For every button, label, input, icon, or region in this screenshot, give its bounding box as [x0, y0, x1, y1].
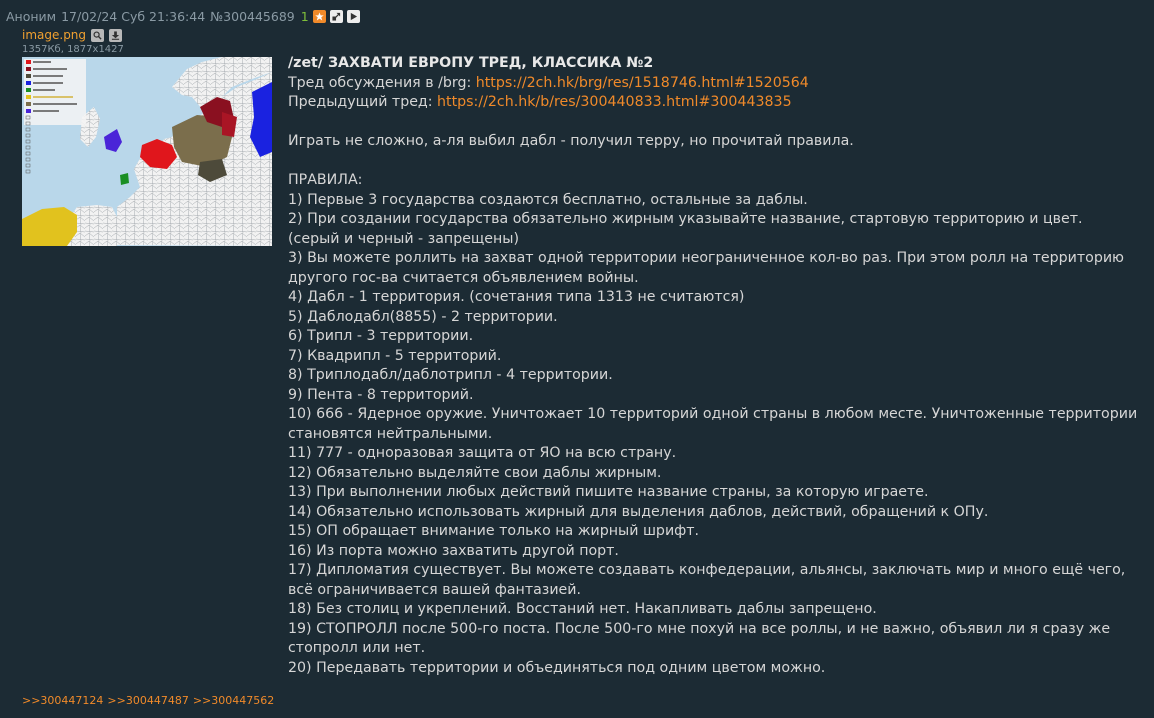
- expand-icon[interactable]: [330, 10, 343, 23]
- rule-item: 12) Обязательно выделяйте свои даблы жирным.: [288, 464, 662, 481]
- star-icon[interactable]: [313, 10, 326, 23]
- reply-link[interactable]: >>300447562: [192, 694, 275, 707]
- post-count: 1: [300, 8, 309, 24]
- poster-name: Аноним: [6, 8, 57, 24]
- download-icon[interactable]: [109, 29, 122, 42]
- previous-thread-label: Предыдущий тред:: [288, 94, 438, 110]
- replies: [22, 694, 274, 707]
- discussion-link[interactable]: https://2ch.hk/brg/res/1518746.html#1520564: [475, 74, 809, 91]
- reply-link[interactable]: >>300447487: [107, 694, 189, 707]
- rules-header: ПРАВИЛА:: [288, 172, 363, 188]
- file-name-link[interactable]: image.png: [22, 28, 87, 42]
- rule-item: 2) При создании государства обязательно жирным указывайте название, стартовую территорию и цвет. (серый и черный - запрещены): [288, 211, 1083, 247]
- file-meta: 1357Кб, 1877x1427: [22, 44, 124, 55]
- rule-item: 13) При выполнении любых действий пишите название страны, за которую играете.: [288, 484, 929, 500]
- rule-item: 14) Обязательно использовать жирный для выделения даблов, действий, обращений к ОПу.: [288, 503, 989, 520]
- discussion-line: [288, 74, 1138, 94]
- rule-item: 15) ОП обращает внимание только на жирный шрифт.: [288, 523, 700, 539]
- rule-item: 1) Первые 3 государства создаются бесплатно, остальные за даблы.: [288, 191, 808, 208]
- rule-item: 6) Трипл - 3 территории.: [288, 328, 474, 344]
- previous-thread-line: [288, 93, 1138, 113]
- rule-item: 19) СТОПРОЛЛ после 500-го поста. После 500-го мне похуй на все роллы, и не важно, объявил ли я сразу же стопролл или нет.: [288, 620, 1111, 656]
- search-icon[interactable]: [91, 29, 104, 42]
- post-text: [288, 54, 1138, 678]
- rule-item: 18) Без столиц и укреплений. Восстаний нет. Накапливать даблы запрещено.: [288, 601, 877, 617]
- previous-thread-link[interactable]: https://2ch.hk/b/res/300440833.html#300443835: [437, 94, 792, 110]
- map-thumbnail[interactable]: [22, 57, 272, 246]
- post-header: [6, 7, 360, 25]
- rule-item: 17) Дипломатия существует. Вы можете создавать конфедерации, альянсы, заключать мир и много ещё чего, всё ограничивается вашей фантазией.: [288, 562, 1126, 598]
- rule-item: 16) Из порта можно захватить другой порт.: [288, 542, 619, 559]
- reply-link[interactable]: >>300447124: [22, 694, 104, 707]
- rule-item: 4) Дабл - 1 территория. (сочетания типа 1313 не считаются): [288, 289, 745, 305]
- file-line: [22, 27, 122, 43]
- rule-item: 9) Пента - 8 территорий.: [288, 386, 474, 403]
- post-datetime: 17/02/24 Суб 21:36:44: [61, 8, 206, 24]
- rule-item: 7) Квадрипл - 5 территорий.: [288, 347, 502, 364]
- rule-item: 8) Триплодабл/даблотрипл - 4 территории.: [288, 367, 613, 383]
- rule-item: 3) Вы можете роллить на захват одной территории неограниченное кол-во раз. При этом ролл на территорию другого гос-ва считается объявлением войны.: [288, 250, 1125, 286]
- rule-item: 5) Даблодабл(8855) - 2 территории.: [288, 308, 558, 325]
- thread-title: /zet/ ЗАХВАТИ ЕВРОПУ ТРЕД, КЛАССИКА №2: [288, 55, 654, 71]
- rule-item: 11) 777 - одноразовая защита от ЯО на всю страну.: [288, 445, 677, 461]
- discussion-label: Тред обсуждения в /brg:: [288, 74, 476, 91]
- post-number[interactable]: №300445689: [210, 8, 295, 24]
- rule-item: 10) 666 - Ядерное оружие. Уничтожает 10 территорий одной страны в любом месте. Уничтоженные территории становятся нейтральными.: [288, 406, 1138, 442]
- play-icon[interactable]: [347, 10, 360, 23]
- intro-text: Играть не сложно, а-ля выбил дабл - получил терру, но прочитай правила.: [288, 133, 854, 149]
- rule-item: 20) Передавать территории и объединяться под одним цветом можно.: [288, 659, 826, 676]
